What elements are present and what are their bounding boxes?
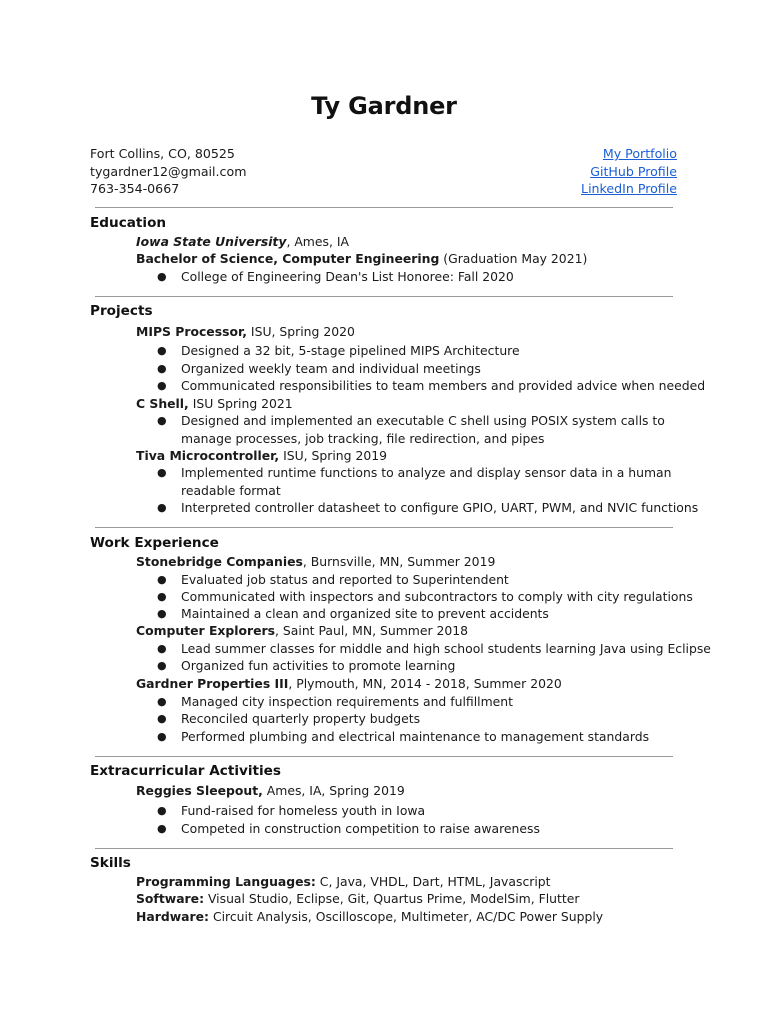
- school-location: , Ames, IA: [286, 234, 349, 249]
- bullet-icon: ●: [157, 590, 167, 603]
- project-name: Tiva Microcontroller,: [136, 448, 280, 463]
- activity-detail: Ames, IA, Spring 2019: [262, 783, 405, 798]
- divider: [95, 296, 673, 297]
- bullet-icon: ●: [157, 501, 167, 514]
- project-bullet: Interpreted controller datasheet to configure GPIO, UART, PWM, and NVIC functions: [181, 500, 699, 515]
- activity-heading: [136, 783, 405, 798]
- divider: [95, 848, 673, 849]
- skill-line: [136, 909, 603, 924]
- project-detail: ISU, Spring 2020: [246, 324, 355, 339]
- education-bullet: College of Engineering Dean's List Honoree: Fall 2020: [181, 269, 514, 284]
- bullet-icon: ●: [157, 607, 167, 620]
- school-name: Iowa State University: [136, 234, 287, 249]
- skill-line: [136, 891, 579, 906]
- linkedin-link[interactable]: LinkedIn Profile: [581, 181, 677, 196]
- job-heading: [136, 554, 495, 569]
- activity-name: Reggies Sleepout,: [136, 783, 263, 798]
- bullet-icon: ●: [157, 730, 167, 743]
- job-detail: , Plymouth, MN, 2014 - 2018, Summer 2020: [288, 676, 562, 691]
- github-link[interactable]: GitHub Profile: [590, 163, 677, 179]
- bullet-icon: ●: [157, 573, 167, 586]
- activity-bullet: Competed in construction competition to raise awareness: [181, 821, 540, 836]
- skill-value: Circuit Analysis, Oscilloscope, Multimeter, AC/DC Power Supply: [209, 909, 604, 924]
- candidate-name: Ty Gardner: [311, 92, 457, 120]
- job-bullet: Organized fun activities to promote learning: [181, 658, 456, 673]
- employer-name: Computer Explorers: [136, 623, 276, 638]
- bullet-icon: ●: [157, 362, 167, 375]
- job-heading: [136, 676, 562, 691]
- bullet-icon: ●: [157, 695, 167, 708]
- bullet-icon: ●: [157, 659, 167, 672]
- phone: 763-354-0667: [90, 181, 180, 196]
- section-title-education: Education: [90, 215, 167, 231]
- section-title-work-experience: Work Experience: [90, 535, 219, 551]
- project-bullet: Designed a 32 bit, 5-stage pipelined MIPS Architecture: [181, 343, 520, 358]
- section-title-skills: Skills: [90, 855, 131, 871]
- email: tygardner12@gmail.com: [90, 163, 247, 179]
- skill-label: Software:: [136, 891, 205, 906]
- divider: [95, 207, 673, 208]
- section-title-extracurricular: Extracurricular Activities: [90, 763, 281, 779]
- project-heading: [136, 396, 293, 411]
- job-bullet: Performed plumbing and electrical maintenance to management standards: [181, 729, 650, 744]
- job-bullet: Communicated with inspectors and subcontractors to comply with city regulations: [181, 589, 693, 604]
- job-heading: [136, 623, 468, 638]
- skill-line: [136, 874, 551, 889]
- project-bullet: Implemented runtime functions to analyze and display sensor data in a human: [181, 465, 672, 480]
- employer-name: Stonebridge Companies: [136, 554, 303, 569]
- divider: [95, 527, 673, 528]
- activity-bullet: Fund-raised for homeless youth in Iowa: [181, 803, 426, 818]
- project-heading: [136, 448, 387, 463]
- skill-label: Programming Languages:: [136, 874, 316, 889]
- project-detail: ISU, Spring 2019: [279, 448, 387, 463]
- project-heading: [136, 324, 355, 339]
- job-detail: , Saint Paul, MN, Summer 2018: [275, 623, 469, 638]
- bullet-icon: ●: [157, 642, 167, 655]
- job-bullet: Lead summer classes for middle and high school students learning Java using Eclipse: [181, 641, 711, 656]
- bullet-icon: ●: [157, 712, 167, 725]
- bullet-icon: ●: [157, 804, 167, 817]
- job-detail: , Burnsville, MN, Summer 2019: [302, 554, 496, 569]
- project-name: MIPS Processor,: [136, 324, 247, 339]
- project-name: C Shell,: [136, 396, 189, 411]
- bullet-icon: ●: [157, 379, 167, 392]
- project-bullet: Organized weekly team and individual meetings: [181, 361, 481, 376]
- degree-date: (Graduation May 2021): [439, 251, 588, 266]
- divider: [95, 756, 673, 757]
- bullet-icon: ●: [157, 822, 167, 835]
- project-detail: ISU Spring 2021: [188, 396, 293, 411]
- project-bullet: Communicated responsibilities to team members and provided advice when needed: [181, 378, 706, 393]
- project-bullet-continuation: manage processes, job tracking, file redirection, and pipes: [181, 431, 545, 446]
- skill-value: C, Java, VHDL, Dart, HTML, Javascript: [315, 874, 551, 889]
- section-title-projects: Projects: [90, 303, 153, 319]
- bullet-icon: ●: [157, 270, 167, 283]
- job-bullet: Evaluated job status and reported to Superintendent: [181, 572, 509, 587]
- skill-label: Hardware:: [136, 909, 209, 924]
- degree-name: Bachelor of Science, Computer Engineering: [136, 251, 440, 266]
- project-bullet: Designed and implemented an executable C shell using POSIX system calls to: [181, 413, 665, 428]
- job-bullet: Reconciled quarterly property budgets: [181, 711, 421, 726]
- job-bullet: Managed city inspection requirements and fulfillment: [181, 694, 513, 709]
- portfolio-link[interactable]: My Portfolio: [602, 146, 677, 161]
- job-bullet: Maintained a clean and organized site to prevent accidents: [181, 606, 549, 621]
- bullet-icon: ●: [157, 414, 167, 427]
- project-bullet-continuation: readable format: [181, 483, 281, 498]
- contact-info: [90, 145, 246, 198]
- degree-line: [136, 251, 587, 266]
- school-line: [136, 234, 349, 249]
- profile-links: [581, 145, 677, 198]
- skill-value: Visual Studio, Eclipse, Git, Quartus Prime, ModelSim, Flutter: [204, 891, 580, 906]
- bullet-icon: ●: [157, 466, 167, 479]
- bullet-icon: ●: [157, 344, 167, 357]
- employer-name: Gardner Properties III: [136, 676, 289, 691]
- address: Fort Collins, CO, 80525: [90, 146, 235, 161]
